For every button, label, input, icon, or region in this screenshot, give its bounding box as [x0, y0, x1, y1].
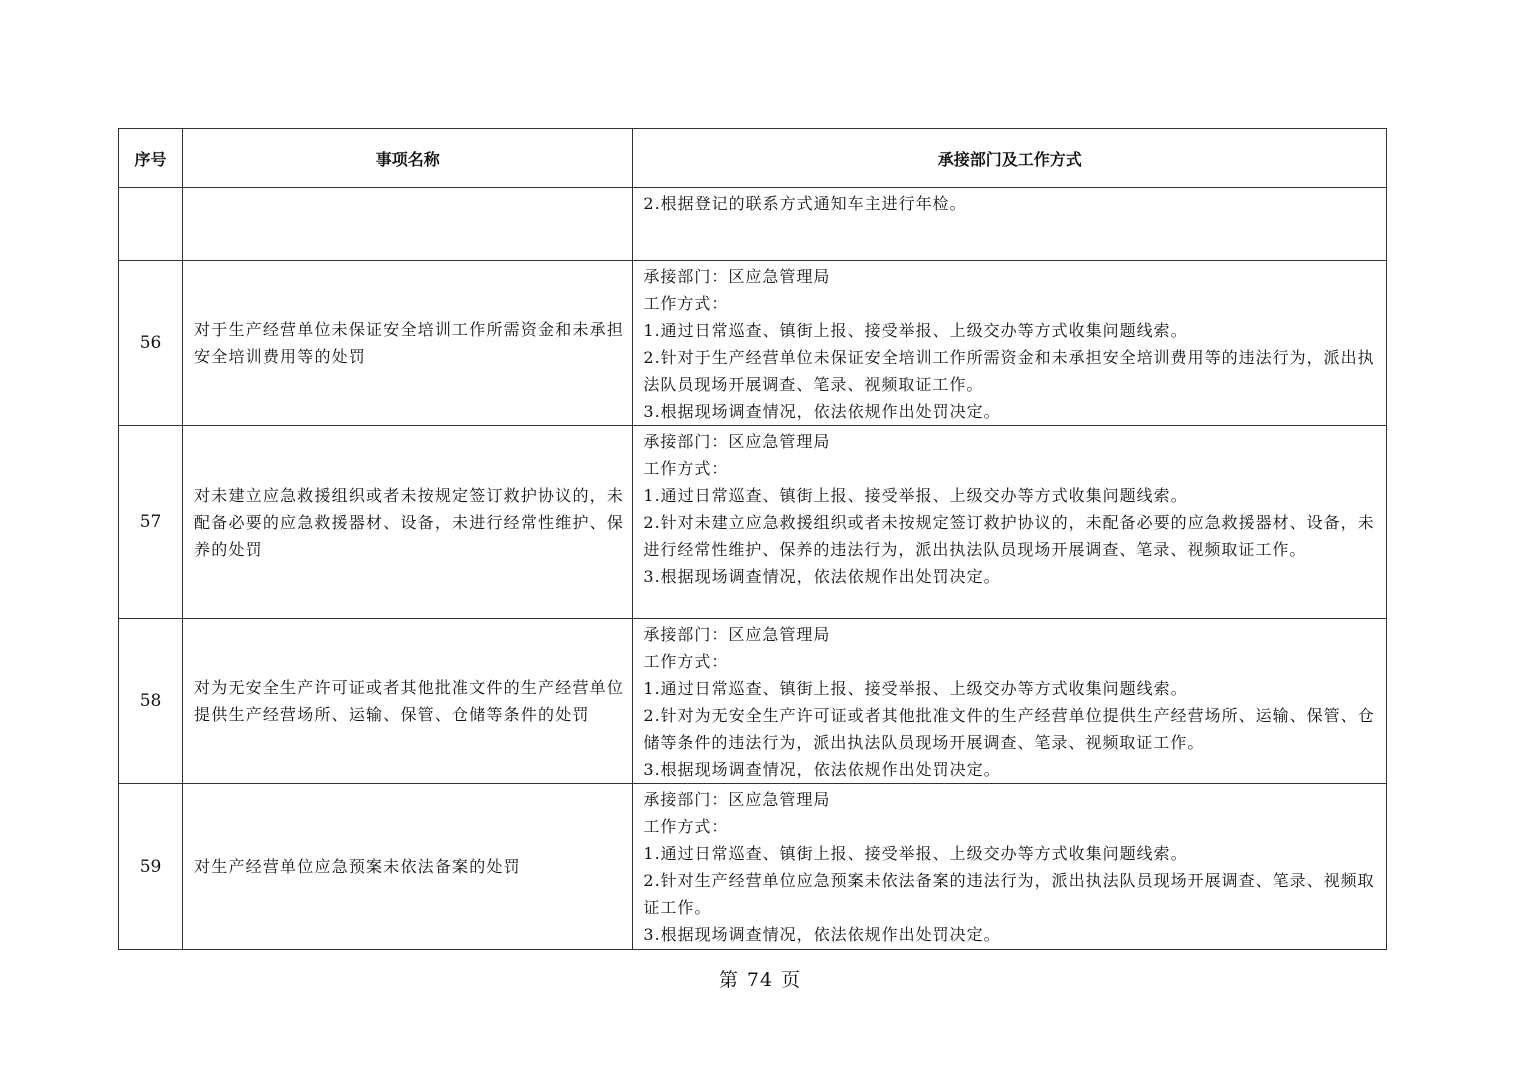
- table-row: [119, 426, 1387, 619]
- method-step-1: 1.通过日常巡查、镇街上报、接受举报、上级交办等方式收集问题线索。: [643, 486, 1188, 505]
- serial-number-cell: [119, 188, 183, 261]
- method-cell: [633, 261, 1387, 426]
- method-step-2: 2.针对为无安全生产许可证或者其他批准文件的生产经营单位提供生产经营场所、运输、保管、仓储等条件的违法行为，派出执法队员现场开展调查、笔录、视频取证工作。: [643, 706, 1375, 752]
- method-heading-line: 工作方式：: [643, 459, 729, 478]
- method-cell: [633, 188, 1387, 261]
- method-step-1: 1.通过日常巡查、镇街上报、接受举报、上级交办等方式收集问题线索。: [643, 679, 1188, 698]
- method-step-2: 2.针对于生产经营单位未保证安全培训工作所需资金和未承担安全培训费用等的违法行为，派出执法队员现场开展调查、笔录、视频取证工作。: [643, 348, 1375, 394]
- page-number: 74: [746, 969, 774, 991]
- matter-name-cell: 对生产经营单位应急预案未依法备案的处罚: [183, 784, 633, 950]
- method-step-2: 2.针对生产经营单位应急预案未依法备案的违法行为，派出执法队员现场开展调查、笔录、视频取证工作。: [643, 871, 1375, 917]
- serial-number-cell: 57: [119, 426, 183, 619]
- method-step-1: 1.通过日常巡查、镇街上报、接受举报、上级交办等方式收集问题线索。: [643, 321, 1188, 340]
- header-department-and-method: 承接部门及工作方式: [633, 129, 1387, 188]
- page-suffix: 页: [781, 969, 802, 991]
- matters-table: [118, 128, 1387, 950]
- table-row-continuation: [119, 188, 1387, 261]
- department-line: 承接部门：区应急管理局: [643, 790, 831, 809]
- header-matter-name: 事项名称: [183, 129, 633, 188]
- method-step-3: 3.根据现场调查情况，依法依规作出处罚决定。: [643, 402, 1001, 421]
- method-step-1: 1.通过日常巡查、镇街上报、接受举报、上级交办等方式收集问题线索。: [643, 844, 1188, 863]
- method-heading-line: 工作方式：: [643, 294, 729, 313]
- table-row: [119, 261, 1387, 426]
- department-line: 承接部门：区应急管理局: [643, 267, 831, 286]
- method-step-2: 2.针对未建立应急救援组织或者未按规定签订救护协议的，未配备必要的应急救援器材、设备，未进行经常性维护、保养的违法行为，派出执法队员现场开展调查、笔录、视频取证工作。: [643, 513, 1375, 559]
- page-number-footer: [0, 965, 1520, 992]
- method-step-3: 3.根据现场调查情况，依法依规作出处罚决定。: [643, 567, 1001, 586]
- method-heading-line: 工作方式：: [643, 652, 729, 671]
- serial-number-cell: 58: [119, 619, 183, 784]
- header-serial-number: 序号: [119, 129, 183, 188]
- matter-name-cell: 对为无安全生产许可证或者其他批准文件的生产经营单位提供生产经营场所、运输、保管、仓储等条件的处罚: [183, 619, 633, 784]
- table-header-row: [119, 129, 1387, 188]
- table-row: [119, 619, 1387, 784]
- method-line: 2.根据登记的联系方式通知车主进行年检。: [643, 194, 967, 213]
- method-heading-line: 工作方式：: [643, 817, 729, 836]
- department-line: 承接部门：区应急管理局: [643, 432, 831, 451]
- method-cell: [633, 619, 1387, 784]
- serial-number-cell: 59: [119, 784, 183, 950]
- method-step-3: 3.根据现场调查情况，依法依规作出处罚决定。: [643, 760, 1001, 779]
- matter-name-cell: 对未建立应急救援组织或者未按规定签订救护协议的，未配备必要的应急救援器材、设备，未进行经常性维护、保养的处罚: [183, 426, 633, 619]
- matter-name-cell: 对于生产经营单位未保证安全培训工作所需资金和未承担安全培训费用等的处罚: [183, 261, 633, 426]
- method-cell: [633, 426, 1387, 619]
- serial-number-cell: 56: [119, 261, 183, 426]
- method-cell: [633, 784, 1387, 950]
- table-row: [119, 784, 1387, 950]
- department-line: 承接部门：区应急管理局: [643, 625, 831, 644]
- page-prefix: 第: [718, 969, 739, 991]
- matter-name-cell: [183, 188, 633, 261]
- method-step-3: 3.根据现场调查情况，依法依规作出处罚决定。: [643, 925, 1001, 944]
